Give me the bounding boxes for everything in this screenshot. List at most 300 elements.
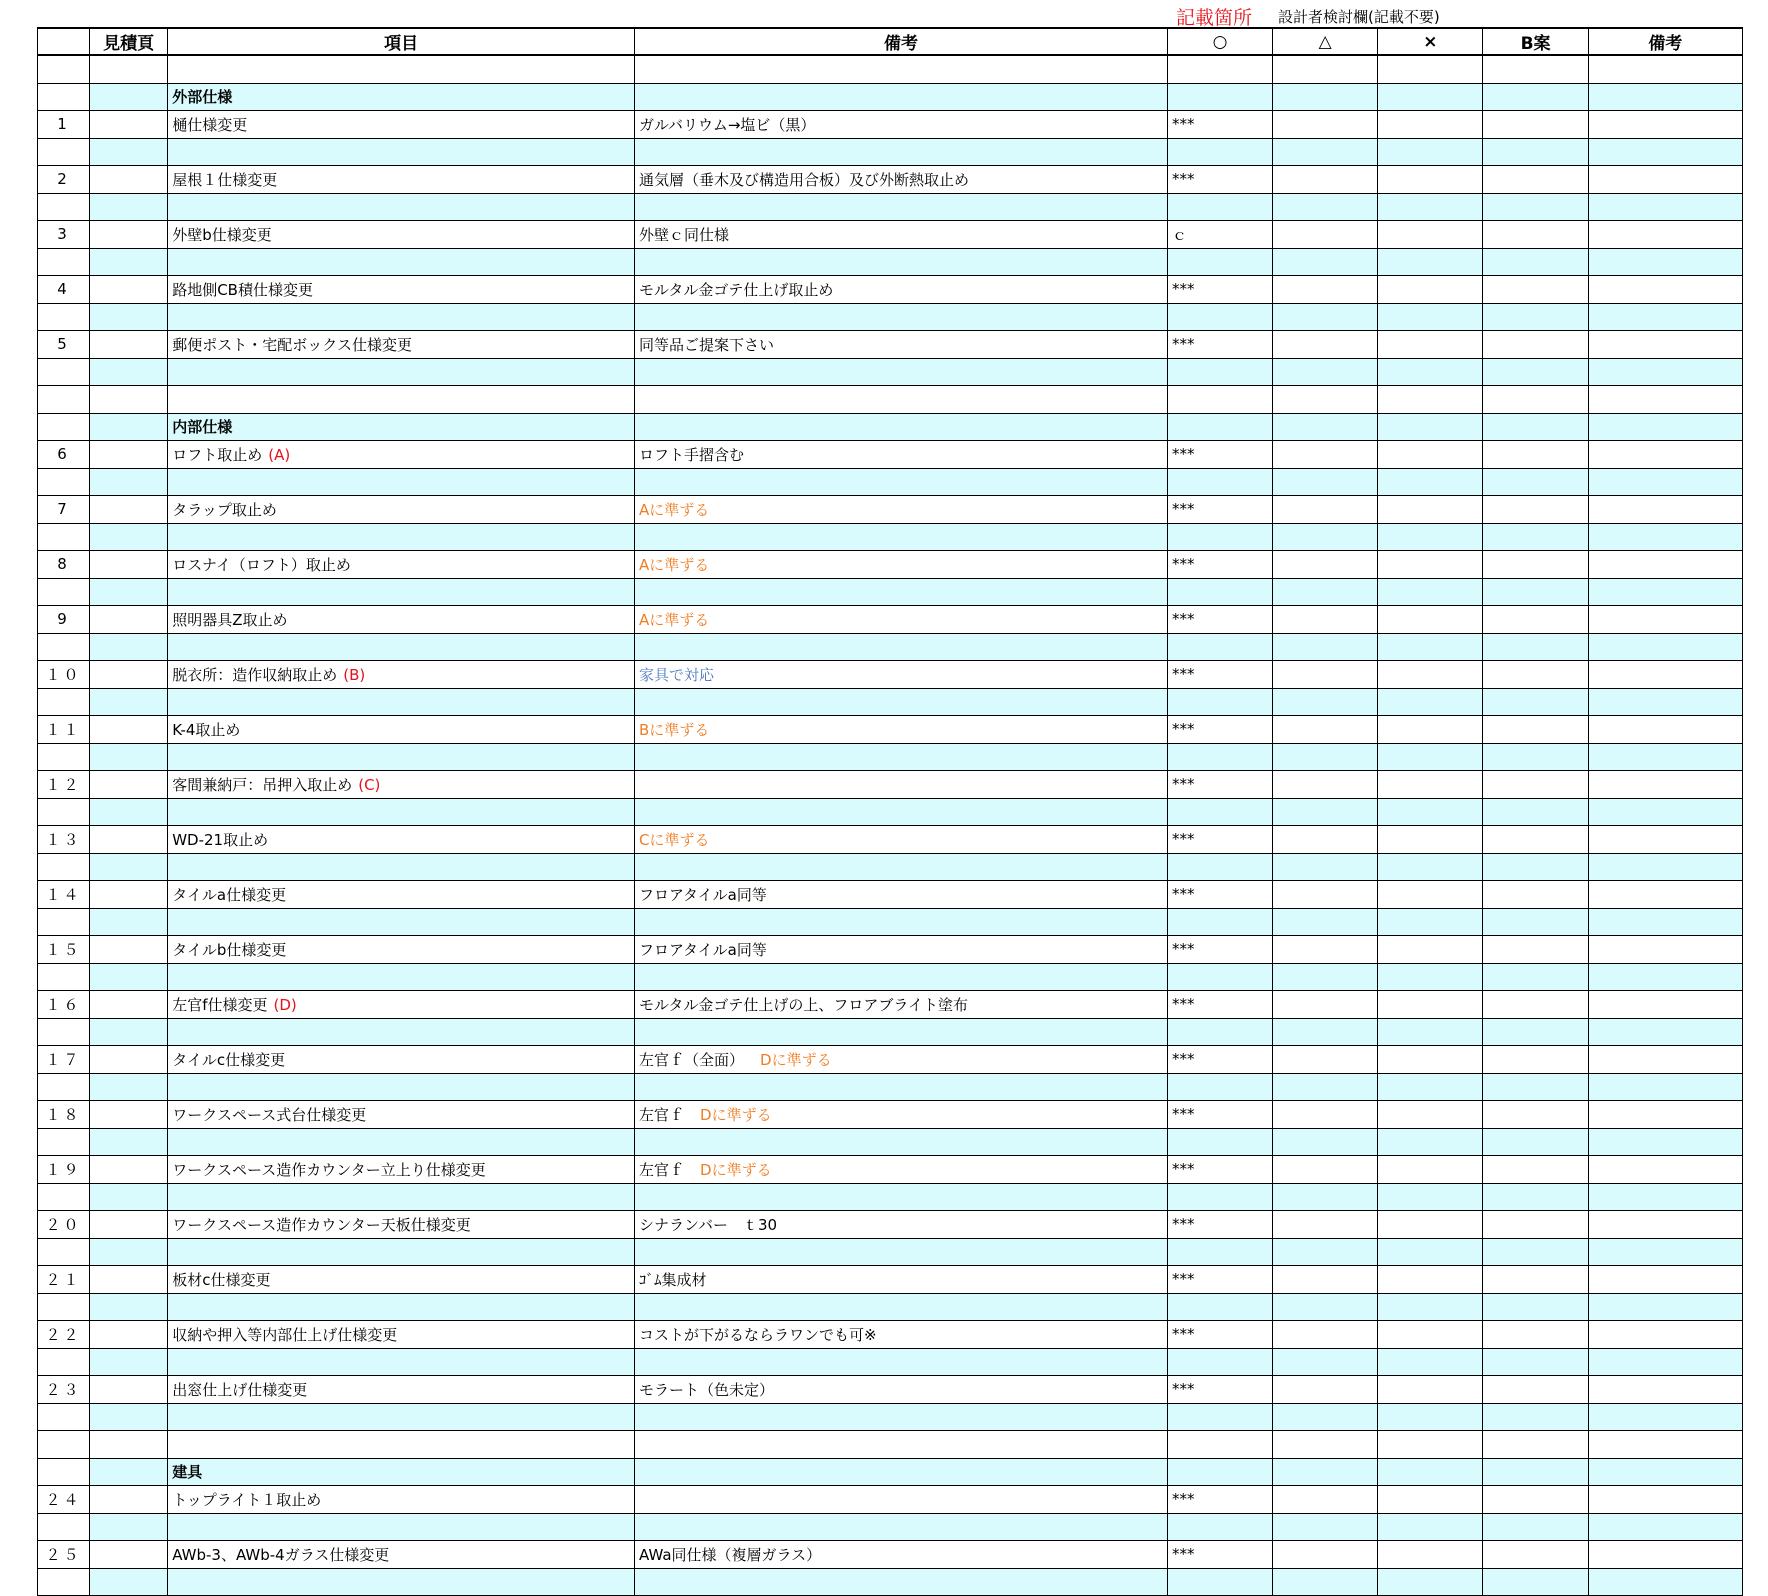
triangle-mark-cell[interactable] [1273,193,1378,221]
cross-mark-cell[interactable] [1378,441,1483,469]
plan-b-cell[interactable] [1483,1211,1588,1239]
remarks-cell[interactable] [1588,523,1742,551]
note-cell[interactable] [635,551,1168,579]
remarks-cell[interactable] [1588,193,1742,221]
item-cell[interactable] [168,221,635,249]
item-cell[interactable] [168,881,635,909]
circle-mark-cell[interactable]: *** [1167,1321,1272,1349]
item-cell[interactable] [168,936,635,964]
row-number-cell[interactable] [38,1431,90,1459]
circle-mark-cell[interactable] [1167,1568,1272,1596]
circle-mark-cell[interactable] [1167,1073,1272,1101]
triangle-mark-cell[interactable] [1273,441,1378,469]
row-number-cell[interactable] [38,386,90,414]
remarks-cell[interactable] [1588,1101,1742,1129]
item-cell[interactable] [168,138,635,166]
plan-b-cell[interactable] [1483,1458,1588,1486]
remarks-cell[interactable] [1588,166,1742,194]
triangle-mark-cell[interactable] [1273,1486,1378,1514]
item-cell[interactable] [168,1348,635,1376]
estimate-page-cell[interactable] [90,1541,168,1569]
remarks-cell[interactable] [1588,1156,1742,1184]
estimate-page-cell[interactable] [90,1348,168,1376]
cross-mark-cell[interactable] [1378,1568,1483,1596]
note-cell[interactable] [635,1348,1168,1376]
item-cell[interactable] [168,743,635,771]
triangle-mark-cell[interactable] [1273,1293,1378,1321]
cross-mark-cell[interactable] [1378,55,1483,83]
estimate-page-cell[interactable] [90,276,168,304]
circle-mark-cell[interactable] [1167,743,1272,771]
triangle-mark-cell[interactable] [1273,1541,1378,1569]
remarks-cell[interactable] [1588,331,1742,359]
cross-mark-cell[interactable] [1378,1486,1483,1514]
cross-mark-cell[interactable] [1378,221,1483,249]
item-cell[interactable] [168,386,635,414]
note-cell[interactable] [635,1101,1168,1129]
cross-mark-cell[interactable] [1378,688,1483,716]
estimate-page-cell[interactable] [90,1073,168,1101]
circle-mark-cell[interactable] [1167,83,1272,111]
item-cell[interactable] [168,716,635,744]
row-number-cell[interactable] [38,468,90,496]
circle-mark-cell[interactable] [1167,468,1272,496]
cross-mark-cell[interactable] [1378,523,1483,551]
triangle-mark-cell[interactable] [1273,221,1378,249]
cross-mark-cell[interactable] [1378,138,1483,166]
remarks-cell[interactable] [1588,633,1742,661]
plan-b-cell[interactable] [1483,166,1588,194]
cross-mark-cell[interactable] [1378,331,1483,359]
remarks-cell[interactable] [1588,963,1742,991]
item-cell[interactable] [168,853,635,881]
note-cell[interactable] [635,1568,1168,1596]
remarks-cell[interactable] [1588,991,1742,1019]
note-cell[interactable] [635,881,1168,909]
triangle-mark-cell[interactable] [1273,1458,1378,1486]
cross-mark-cell[interactable] [1378,1541,1483,1569]
remarks-cell[interactable] [1588,1486,1742,1514]
plan-b-cell[interactable] [1483,468,1588,496]
note-cell[interactable] [635,991,1168,1019]
remarks-cell[interactable] [1588,1128,1742,1156]
note-cell[interactable] [635,1458,1168,1486]
remarks-cell[interactable] [1588,248,1742,276]
remarks-cell[interactable] [1588,1348,1742,1376]
plan-b-cell[interactable] [1483,1376,1588,1404]
circle-mark-cell[interactable] [1167,1403,1272,1431]
remarks-cell[interactable] [1588,853,1742,881]
remarks-cell[interactable] [1588,1541,1742,1569]
plan-b-cell[interactable] [1483,331,1588,359]
triangle-mark-cell[interactable] [1273,1513,1378,1541]
remarks-cell[interactable] [1588,55,1742,83]
note-cell[interactable] [635,331,1168,359]
note-cell[interactable] [635,55,1168,83]
cross-mark-cell[interactable] [1378,358,1483,386]
remarks-cell[interactable] [1588,303,1742,331]
circle-mark-cell[interactable]: *** [1167,1101,1272,1129]
triangle-mark-cell[interactable] [1273,661,1378,689]
estimate-page-cell[interactable] [90,358,168,386]
triangle-mark-cell[interactable] [1273,83,1378,111]
note-cell[interactable] [635,166,1168,194]
plan-b-cell[interactable] [1483,1431,1588,1459]
circle-mark-cell[interactable]: *** [1167,166,1272,194]
note-cell[interactable] [635,936,1168,964]
remarks-cell[interactable] [1588,743,1742,771]
row-number-cell[interactable] [38,1128,90,1156]
remarks-cell[interactable] [1588,661,1742,689]
remarks-cell[interactable] [1588,798,1742,826]
remarks-cell[interactable] [1588,1183,1742,1211]
row-number-cell[interactable] [38,1513,90,1541]
plan-b-cell[interactable] [1483,111,1588,139]
item-cell[interactable] [168,111,635,139]
note-cell[interactable] [635,1293,1168,1321]
circle-mark-cell[interactable]: *** [1167,331,1272,359]
item-cell[interactable] [168,1376,635,1404]
item-cell[interactable] [168,1128,635,1156]
row-number-cell[interactable] [38,908,90,936]
row-number-cell[interactable] [38,55,90,83]
cross-mark-cell[interactable] [1378,1046,1483,1074]
row-number-cell[interactable] [38,1403,90,1431]
note-cell[interactable] [635,1073,1168,1101]
estimate-page-cell[interactable] [90,111,168,139]
section-heading-cell[interactable] [168,413,635,441]
estimate-page-cell[interactable] [90,386,168,414]
plan-b-cell[interactable] [1483,1156,1588,1184]
triangle-mark-cell[interactable] [1273,606,1378,634]
note-cell[interactable] [635,1541,1168,1569]
note-cell[interactable] [635,1513,1168,1541]
note-cell[interactable] [635,523,1168,551]
triangle-mark-cell[interactable] [1273,1568,1378,1596]
remarks-cell[interactable] [1588,276,1742,304]
remarks-cell[interactable] [1588,413,1742,441]
item-cell[interactable] [168,523,635,551]
plan-b-cell[interactable] [1483,358,1588,386]
row-number-cell[interactable] [38,578,90,606]
row-number-cell[interactable]: １２ [38,771,90,799]
plan-b-cell[interactable] [1483,138,1588,166]
estimate-page-cell[interactable] [90,166,168,194]
remarks-cell[interactable] [1588,936,1742,964]
remarks-cell[interactable] [1588,1293,1742,1321]
plan-b-cell[interactable] [1483,1321,1588,1349]
item-cell[interactable] [168,1266,635,1294]
row-number-cell[interactable]: ２１ [38,1266,90,1294]
row-number-cell[interactable]: １５ [38,936,90,964]
plan-b-cell[interactable] [1483,303,1588,331]
item-cell[interactable] [168,1486,635,1514]
plan-b-cell[interactable] [1483,1128,1588,1156]
estimate-page-cell[interactable] [90,798,168,826]
item-cell[interactable] [168,276,635,304]
circle-mark-cell[interactable] [1167,1018,1272,1046]
remarks-cell[interactable] [1588,496,1742,524]
circle-mark-cell[interactable]: *** [1167,881,1272,909]
note-cell[interactable] [635,413,1168,441]
remarks-cell[interactable] [1588,221,1742,249]
remarks-cell[interactable] [1588,716,1742,744]
estimate-page-cell[interactable] [90,1458,168,1486]
cross-mark-cell[interactable] [1378,276,1483,304]
row-number-cell[interactable]: 4 [38,276,90,304]
plan-b-cell[interactable] [1483,551,1588,579]
circle-mark-cell[interactable]: *** [1167,606,1272,634]
estimate-page-cell[interactable] [90,1046,168,1074]
plan-b-cell[interactable] [1483,606,1588,634]
cross-mark-cell[interactable] [1378,771,1483,799]
cross-mark-cell[interactable] [1378,303,1483,331]
triangle-mark-cell[interactable] [1273,633,1378,661]
plan-b-cell[interactable] [1483,716,1588,744]
cross-mark-cell[interactable] [1378,1321,1483,1349]
triangle-mark-cell[interactable] [1273,331,1378,359]
remarks-cell[interactable] [1588,111,1742,139]
plan-b-cell[interactable] [1483,1266,1588,1294]
triangle-mark-cell[interactable] [1273,1266,1378,1294]
plan-b-cell[interactable] [1483,853,1588,881]
estimate-page-cell[interactable] [90,55,168,83]
cross-mark-cell[interactable] [1378,798,1483,826]
row-number-cell[interactable] [38,743,90,771]
row-number-cell[interactable] [38,633,90,661]
triangle-mark-cell[interactable] [1273,853,1378,881]
cross-mark-cell[interactable] [1378,853,1483,881]
circle-mark-cell[interactable] [1167,688,1272,716]
row-number-cell[interactable] [38,413,90,441]
plan-b-cell[interactable] [1483,496,1588,524]
item-cell[interactable] [168,963,635,991]
cross-mark-cell[interactable] [1378,1156,1483,1184]
cross-mark-cell[interactable] [1378,881,1483,909]
triangle-mark-cell[interactable] [1273,1321,1378,1349]
plan-b-cell[interactable] [1483,1293,1588,1321]
circle-mark-cell[interactable]: *** [1167,551,1272,579]
estimate-page-cell[interactable] [90,1568,168,1596]
item-cell[interactable] [168,633,635,661]
circle-mark-cell[interactable] [1167,358,1272,386]
circle-mark-cell[interactable] [1167,908,1272,936]
plan-b-cell[interactable] [1483,1568,1588,1596]
row-number-cell[interactable]: 5 [38,331,90,359]
row-number-cell[interactable]: 3 [38,221,90,249]
cross-mark-cell[interactable] [1378,1073,1483,1101]
item-cell[interactable] [168,1156,635,1184]
triangle-mark-cell[interactable] [1273,468,1378,496]
cross-mark-cell[interactable] [1378,83,1483,111]
remarks-cell[interactable] [1588,1211,1742,1239]
cross-mark-cell[interactable] [1378,1101,1483,1129]
circle-mark-cell[interactable] [1167,193,1272,221]
remarks-cell[interactable] [1588,1431,1742,1459]
estimate-page-cell[interactable] [90,83,168,111]
triangle-mark-cell[interactable] [1273,358,1378,386]
triangle-mark-cell[interactable] [1273,1101,1378,1129]
estimate-page-cell[interactable] [90,1293,168,1321]
row-number-cell[interactable] [38,1568,90,1596]
cross-mark-cell[interactable] [1378,193,1483,221]
remarks-cell[interactable] [1588,1046,1742,1074]
remarks-cell[interactable] [1588,1238,1742,1266]
circle-mark-cell[interactable] [1167,853,1272,881]
note-cell[interactable] [635,633,1168,661]
note-cell[interactable] [635,83,1168,111]
plan-b-cell[interactable] [1483,413,1588,441]
note-cell[interactable] [635,1486,1168,1514]
cross-mark-cell[interactable] [1378,551,1483,579]
plan-b-cell[interactable] [1483,743,1588,771]
remarks-cell[interactable] [1588,468,1742,496]
row-number-cell[interactable] [38,1183,90,1211]
note-cell[interactable] [635,578,1168,606]
triangle-mark-cell[interactable] [1273,1376,1378,1404]
remarks-cell[interactable] [1588,386,1742,414]
estimate-page-cell[interactable] [90,606,168,634]
note-cell[interactable] [635,1431,1168,1459]
note-cell[interactable] [635,661,1168,689]
estimate-page-cell[interactable] [90,1513,168,1541]
estimate-page-cell[interactable] [90,716,168,744]
item-cell[interactable] [168,688,635,716]
item-cell[interactable] [168,55,635,83]
triangle-mark-cell[interactable] [1273,826,1378,854]
remarks-cell[interactable] [1588,578,1742,606]
triangle-mark-cell[interactable] [1273,1403,1378,1431]
item-cell[interactable] [168,496,635,524]
estimate-page-cell[interactable] [90,1211,168,1239]
triangle-mark-cell[interactable] [1273,111,1378,139]
circle-mark-cell[interactable] [1167,1458,1272,1486]
note-cell[interactable] [635,716,1168,744]
circle-mark-cell[interactable]: *** [1167,936,1272,964]
cross-mark-cell[interactable] [1378,963,1483,991]
estimate-page-cell[interactable] [90,1376,168,1404]
estimate-page-cell[interactable] [90,193,168,221]
triangle-mark-cell[interactable] [1273,716,1378,744]
plan-b-cell[interactable] [1483,936,1588,964]
item-cell[interactable] [168,1541,635,1569]
triangle-mark-cell[interactable] [1273,1183,1378,1211]
item-cell[interactable] [168,1211,635,1239]
note-cell[interactable] [635,798,1168,826]
row-number-cell[interactable]: 8 [38,551,90,579]
note-cell[interactable] [635,138,1168,166]
plan-b-cell[interactable] [1483,688,1588,716]
plan-b-cell[interactable] [1483,991,1588,1019]
section-heading-cell[interactable] [168,83,635,111]
remarks-cell[interactable] [1588,1073,1742,1101]
row-number-cell[interactable]: 7 [38,496,90,524]
item-cell[interactable] [168,303,635,331]
circle-mark-cell[interactable] [1167,963,1272,991]
row-number-cell[interactable] [38,138,90,166]
plan-b-cell[interactable] [1483,1348,1588,1376]
estimate-page-cell[interactable] [90,1183,168,1211]
remarks-cell[interactable] [1588,358,1742,386]
item-cell[interactable] [168,908,635,936]
estimate-page-cell[interactable] [90,221,168,249]
triangle-mark-cell[interactable] [1273,523,1378,551]
circle-mark-cell[interactable]: *** [1167,1541,1272,1569]
plan-b-cell[interactable] [1483,1073,1588,1101]
circle-mark-cell[interactable]: *** [1167,991,1272,1019]
plan-b-cell[interactable] [1483,1513,1588,1541]
row-number-cell[interactable] [38,688,90,716]
item-cell[interactable] [168,798,635,826]
triangle-mark-cell[interactable] [1273,138,1378,166]
note-cell[interactable] [635,1238,1168,1266]
circle-mark-cell[interactable] [1167,578,1272,606]
row-number-cell[interactable] [38,193,90,221]
estimate-page-cell[interactable] [90,248,168,276]
cross-mark-cell[interactable] [1378,1293,1483,1321]
row-number-cell[interactable]: 6 [38,441,90,469]
triangle-mark-cell[interactable] [1273,771,1378,799]
cross-mark-cell[interactable] [1378,248,1483,276]
row-number-cell[interactable]: １８ [38,1101,90,1129]
item-cell[interactable] [168,1018,635,1046]
cross-mark-cell[interactable] [1378,1238,1483,1266]
row-number-cell[interactable] [38,1073,90,1101]
circle-mark-cell[interactable] [1167,303,1272,331]
row-number-cell[interactable]: 1 [38,111,90,139]
item-cell[interactable] [168,1568,635,1596]
remarks-cell[interactable] [1588,688,1742,716]
cross-mark-cell[interactable] [1378,1458,1483,1486]
estimate-page-cell[interactable] [90,1128,168,1156]
note-cell[interactable] [635,1156,1168,1184]
cross-mark-cell[interactable] [1378,661,1483,689]
item-cell[interactable] [168,358,635,386]
cross-mark-cell[interactable] [1378,111,1483,139]
estimate-page-cell[interactable] [90,523,168,551]
item-cell[interactable] [168,248,635,276]
circle-mark-cell[interactable]: *** [1167,111,1272,139]
triangle-mark-cell[interactable] [1273,881,1378,909]
circle-mark-cell[interactable] [1167,1431,1272,1459]
estimate-page-cell[interactable] [90,413,168,441]
row-number-cell[interactable]: ２２ [38,1321,90,1349]
remarks-cell[interactable] [1588,1568,1742,1596]
plan-b-cell[interactable] [1483,83,1588,111]
triangle-mark-cell[interactable] [1273,166,1378,194]
estimate-page-cell[interactable] [90,936,168,964]
remarks-cell[interactable] [1588,908,1742,936]
plan-b-cell[interactable] [1483,1101,1588,1129]
circle-mark-cell[interactable] [1167,138,1272,166]
estimate-page-cell[interactable] [90,551,168,579]
circle-mark-cell[interactable]: *** [1167,1266,1272,1294]
circle-mark-cell[interactable] [1167,1183,1272,1211]
triangle-mark-cell[interactable] [1273,1156,1378,1184]
estimate-page-cell[interactable] [90,1018,168,1046]
triangle-mark-cell[interactable] [1273,908,1378,936]
plan-b-cell[interactable] [1483,661,1588,689]
triangle-mark-cell[interactable] [1273,688,1378,716]
plan-b-cell[interactable] [1483,1486,1588,1514]
note-cell[interactable] [635,386,1168,414]
triangle-mark-cell[interactable] [1273,496,1378,524]
circle-mark-cell[interactable]: *** [1167,1211,1272,1239]
note-cell[interactable] [635,303,1168,331]
item-cell[interactable] [168,826,635,854]
triangle-mark-cell[interactable] [1273,276,1378,304]
note-cell[interactable] [635,468,1168,496]
